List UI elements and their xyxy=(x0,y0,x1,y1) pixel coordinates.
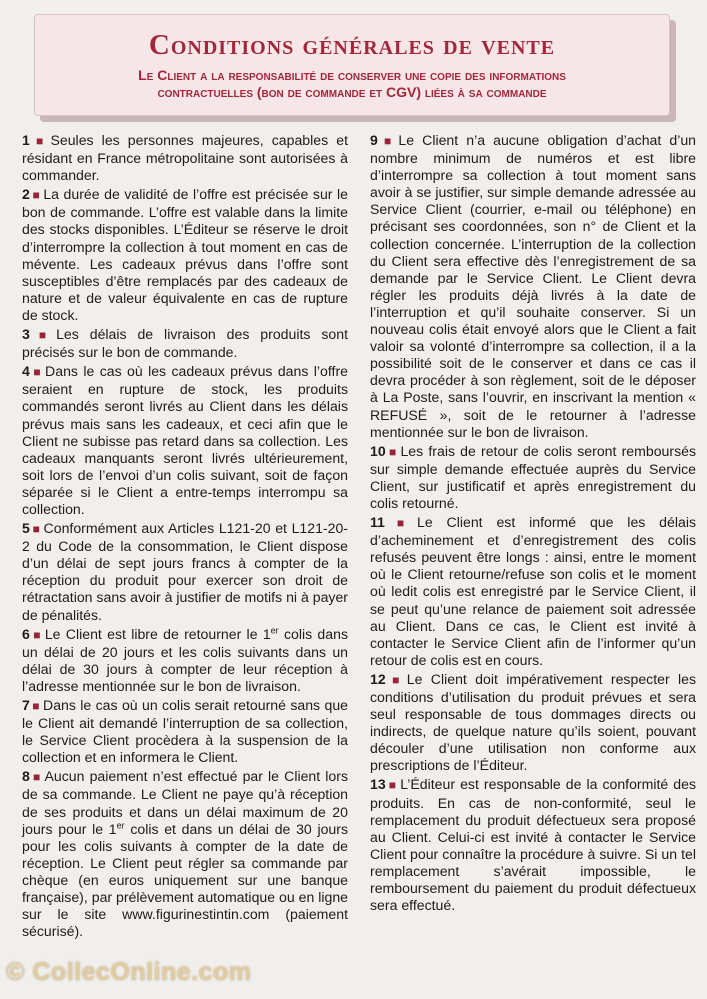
square-bullet-icon: ■ xyxy=(387,444,398,459)
square-bullet-icon: ■ xyxy=(31,699,41,713)
clause-2 xyxy=(22,186,348,324)
clause-text: Les délais de livraison des produits sont précisés sur le bon de commande. xyxy=(22,326,348,361)
square-bullet-icon: ■ xyxy=(386,516,415,531)
page-subtitle xyxy=(75,67,629,101)
clause-number: 8 xyxy=(22,768,30,785)
superscript: er xyxy=(270,624,279,635)
square-bullet-icon: ■ xyxy=(387,778,398,793)
square-bullet-icon: ■ xyxy=(31,627,42,642)
clause-7 xyxy=(22,697,348,766)
subtitle-line-1: Le Client a la responsabilité de conserver une copie des informations xyxy=(138,67,566,83)
clause-number: 9 xyxy=(370,132,378,148)
clause-1 xyxy=(22,132,348,184)
clause-number: 11 xyxy=(370,514,385,531)
clause-6 xyxy=(22,626,348,695)
clause-text: Le Client est libre de retourner le 1 xyxy=(44,625,271,642)
square-bullet-icon: ■ xyxy=(31,328,54,343)
clause-3 xyxy=(22,326,348,361)
clause-5 xyxy=(22,520,348,624)
clause-text: La durée de validité de l’offre est précisée sur le bon de commande. L’offre est valable dans la limite des stocks disponibles. L’Éditeur se réserve le droit d’interrompre la collection à tout moment en cas de mévente. Les cadeaux prévus dans l’offre sont susceptibles d’être remplacés par des cadeaux de nature et de valeur équivalente en cas de rupture de stock. xyxy=(22,186,348,323)
square-bullet-icon: ■ xyxy=(31,365,43,380)
clause-text: L’Éditeur est responsable de la conformité des produits. En cas de non-conformité, seul le remplacement du produit défectueux sera proposé au Client. Celui-ci est invité à contacter le Service Client pour connaître la procédure à suivre. Si un tel remplacement s’avérait impossible, le remboursement du paiement du produit défectueux sera effectué. xyxy=(370,776,697,914)
square-bullet-icon: ■ xyxy=(31,134,48,148)
clause-text: Dans le cas où un colis serait retourné sans que le Client ait demandé l’interruption de sa collection, le Service Client procèdera à la suspension de la collection et en informera le Client. xyxy=(22,697,348,766)
clause-number: 13 xyxy=(370,776,386,793)
square-bullet-icon: ■ xyxy=(31,770,42,785)
watermark: © CollecOnline.com xyxy=(6,958,252,986)
clause-text-cont: colis et dans un délai de 30 jours pour les colis suivants à compter de la date de réception. Le Client peut régler sa commande par chèque (en euros uniquement sur une banque française), par prélèvement automatique ou en ligne sur le site www.figurinestintin.com (paiement sécurisé). xyxy=(22,820,348,940)
clause-number: 5 xyxy=(22,520,30,537)
left-column xyxy=(22,132,348,942)
clause-12 xyxy=(370,671,696,775)
clause-number: 4 xyxy=(22,363,30,380)
clause-9 xyxy=(370,132,696,441)
clause-text: Aucun paiement n’est effectué par le Client lors de sa commande. Le Client ne paye qu’à réception de ses produits et dans un délai maximum de 20 jours pour le 1 xyxy=(22,768,348,837)
clause-number: 7 xyxy=(22,697,30,713)
clause-4 xyxy=(22,363,348,518)
clause-11 xyxy=(370,514,696,669)
square-bullet-icon: ■ xyxy=(31,522,41,537)
clause-text: Le Client est informé que les délais d’acheminement et d’enregistrement des colis refusés peuvent être longs : ainsi, entre le moment où le Client retourne/refuse son colis et le moment où ledit colis est enregistré par le Service Client, il se peut qu’une relance de paiement soit adressée au Client. Dans ce cas, le Client est invité à contacter le Service Client afin de l’informer qu’un retour de colis est en cours. xyxy=(370,514,696,668)
clause-number: 1 xyxy=(22,132,30,148)
header-box xyxy=(34,14,670,116)
superscript: er xyxy=(116,819,125,830)
clause-text: Dans le cas où les cadeaux prévus dans l’offre seraient en rupture de stock, les produits commandés seront livrés au Client dans les délais prévus mais sans les cadeaux, et ceci afin que le Client ne subisse pas retard dans sa collection. Les cadeaux manquants seront livrés ultérieurement, soit lors de l’envoi d’un colis suivant, soit de façon séparée si le Client a entre-temps interrompu sa collection. xyxy=(22,363,349,517)
clause-number: 12 xyxy=(370,670,386,687)
clause-text: Seules les personnes majeures, capables et résidant en France métropolitaine sont autorisées à commander. xyxy=(22,132,348,184)
square-bullet-icon: ■ xyxy=(379,134,396,148)
clause-text-cont: colis dans un délai de 20 jours et les colis suivants dans un délai de 30 jours à compter de leur réception à l’adresse mentionnée sur le bon de livraison. xyxy=(22,625,348,694)
header-panel xyxy=(34,14,670,116)
clause-text: Conformément aux Articles L121-20 et L121-20-2 du Code de la consommation, le Client dispose d’un délai de sept jours francs à compter de la réception du produit pour exercer son droit de rétractation sans avoir à justifier de motifs ni à payer de pénalités. xyxy=(22,520,348,623)
square-bullet-icon: ■ xyxy=(31,188,41,203)
clause-8 xyxy=(22,768,348,940)
page-title: Conditions générales de vente xyxy=(148,29,556,61)
subtitle-line-2: contractuelles (bon de commande et CGV) liées à sa commande xyxy=(157,84,547,100)
right-column xyxy=(370,132,696,916)
clause-text: Le Client n’a aucune obligation d’achat d’un nombre minimum de numéros et est libre d’interrompre sa collection à tout moment sans avoir à se justifier, sur simple demande adressée au Service Client (courrier, e-mail ou téléphone) en précisant ses coordonnées, son n° de Client et la collection concernée. L’interruption de la collection du Client sera effective dès l’enregistrement de sa demande par le Service Client. Le Client devra régler les produits déjà livrés à la date de l’interruption et qu’il souhaite conserver. Si un nouveau colis était envoyé alors que le Client a fait valoir sa volonté d’interrompre sa collection, il a la possibilité soit de le conserver et dans ce cas il devra procéder à son règlement, soit de le déposer à La Poste, sans l’ouvrir, en inscrivant la mention « REFUSÉ », soit de le retourner à l’adresse mentionnée sur le bon de livraison. xyxy=(370,132,697,440)
clause-number: 2 xyxy=(22,186,30,203)
square-bullet-icon: ■ xyxy=(387,672,404,687)
clause-text: Le Client doit impérativement respecter les conditions d’utilisation du produit prévues et sera seul responsable de tous dommages directs ou indirects, de quelque nature qu’ils soient, pouvant découler d’une utilisation non conforme aux prescriptions de l’Éditeur. xyxy=(370,670,697,774)
clause-text: Les frais de retour de colis seront remboursés sur simple demande effectuée auprès du Service Client, sur justificatif et après enregistrement du colis retourné. xyxy=(370,442,696,511)
clause-13 xyxy=(370,776,696,914)
clause-number: 10 xyxy=(370,442,386,459)
clause-number: 3 xyxy=(22,326,30,343)
clause-number: 6 xyxy=(22,625,30,642)
clause-10 xyxy=(370,443,696,512)
